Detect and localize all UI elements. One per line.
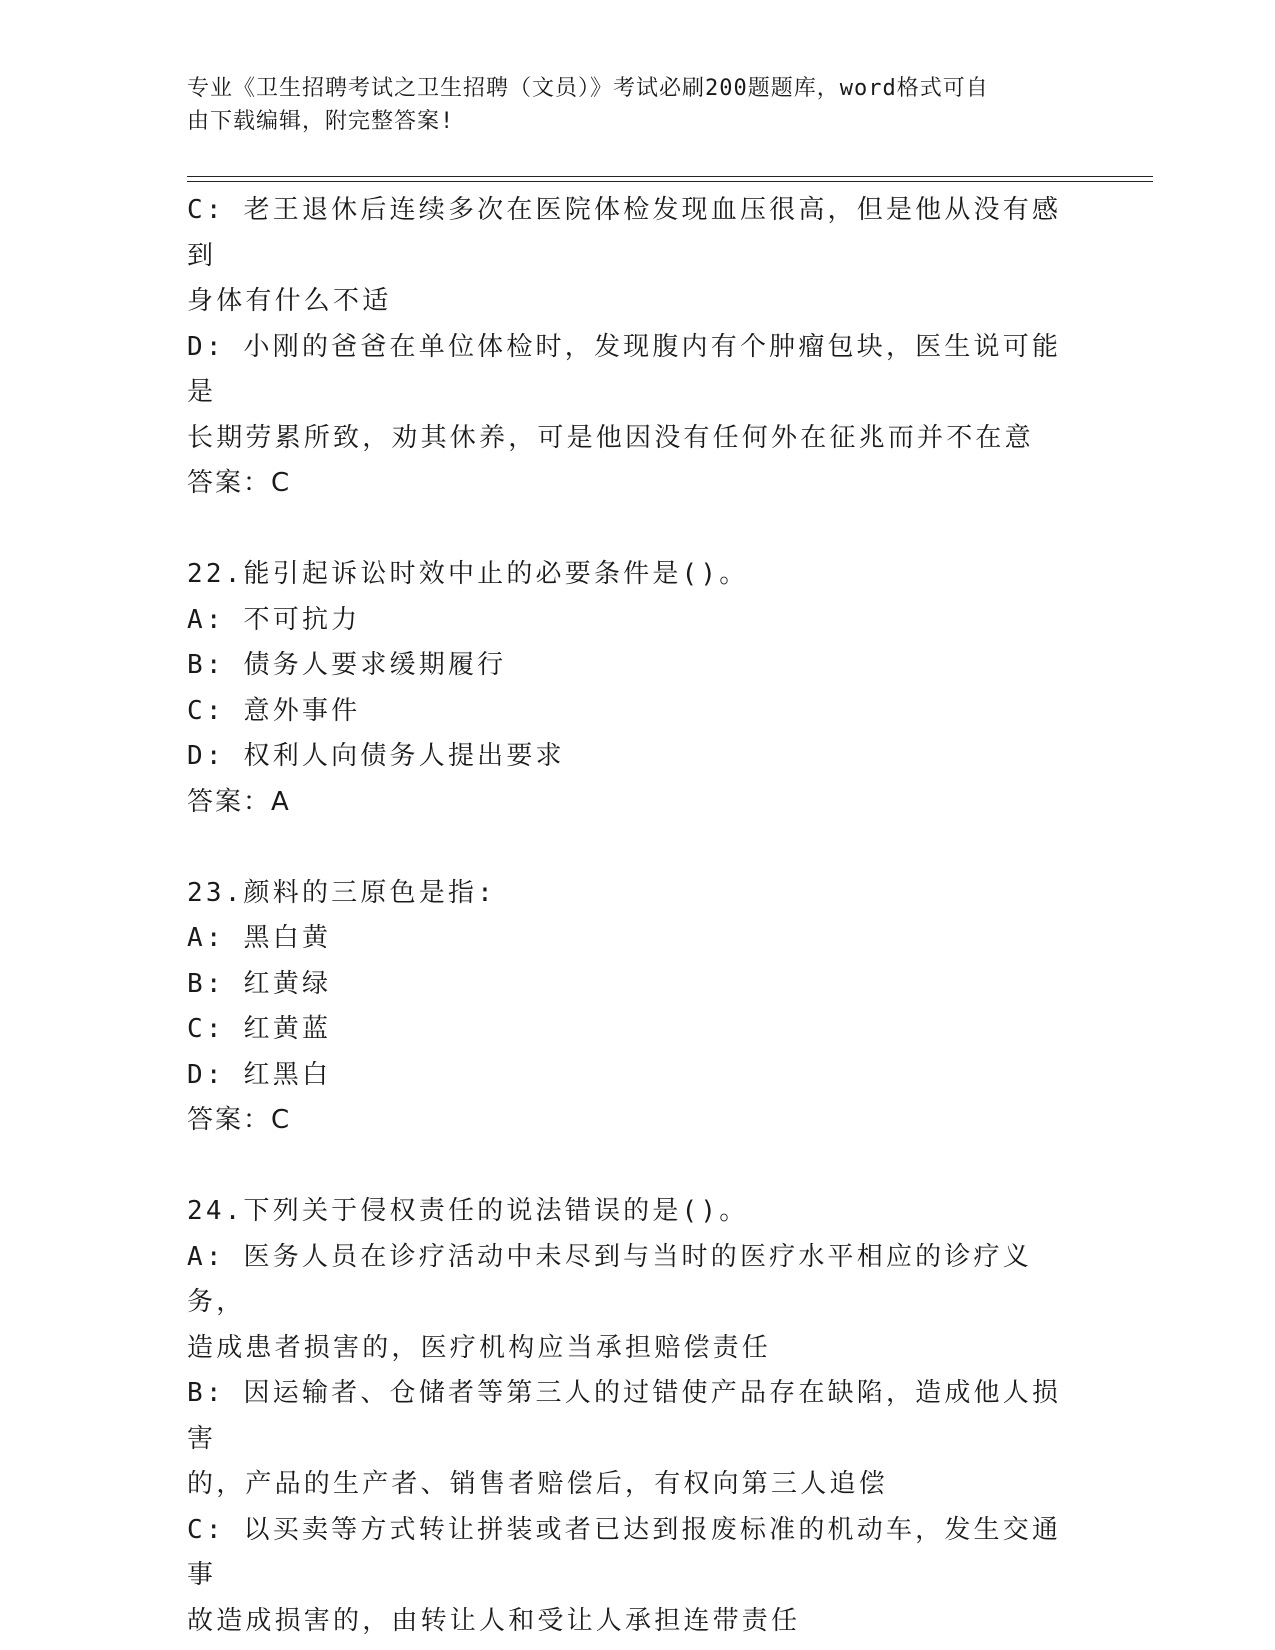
q23-answer: 答案：C [187,1105,292,1135]
q22-stem: 22.能引起诉讼时效中止的必要条件是()。 [187,559,749,589]
q22-option-d: D: 权利人向债务人提出要求 [187,741,565,771]
question-content [187,188,1087,1644]
q22-option-b: B: 债务人要求缓期履行 [187,650,507,680]
document-header [187,72,1067,138]
q23-stem: 23.颜料的三原色是指: [187,877,497,908]
q22-option-c: C: 意外事件 [187,695,361,726]
q24-option-a-line2: 造成患者损害的，医疗机构应当承担赔偿责任 [187,1332,772,1363]
q21-answer: 答案：C [187,468,292,498]
q24-option-c-line2: 故造成损害的，由转让人和受让人承担连带责任 [187,1605,801,1636]
q24-option-b-line2: 的，产品的生产者、销售者赔偿后，有权向第三人追偿 [187,1469,888,1499]
q21-option-d-line1: D: 小刚的爸爸在单位体检时，发现腹内有个肿瘤包块，医生说可能是 [187,331,1062,407]
q23-option-a: A: 黑白黄 [187,923,332,953]
q21-option-c-line1: C: 老王退休后连续多次在医院体检发现血压很高，但是他从没有感到 [187,195,1062,271]
header-rule-bottom [187,181,1153,182]
q23-option-d: D: 红黑白 [187,1059,332,1090]
q24-option-c-line1: C: 以买卖等方式转让拼装或者已达到报废标准的机动车，发生交通事 [187,1514,1062,1590]
header-line-2: 由下载编辑，附完整答案! [187,109,455,134]
header-rule-top [187,176,1153,177]
q23-option-b: B: 红黄绿 [187,968,332,999]
q24-stem: 24.下列关于侵权责任的说法错误的是()。 [187,1196,749,1226]
spacer [187,1144,1087,1190]
q22-option-a: A: 不可抗力 [187,604,361,635]
q21-option-d-line2: 长期劳累所致，劝其休养，可是他因没有任何外在征兆而并不在意 [187,422,1034,453]
q22-answer: 答案：A [187,786,291,817]
q21-option-c-line2: 身体有什么不适 [187,286,392,316]
q23-option-c: C: 红黄蓝 [187,1014,332,1044]
spacer [187,507,1087,553]
spacer [187,825,1087,871]
q24-option-b-line1: B: 因运输者、仓储者等第三人的过错使产品存在缺陷，造成他人损害 [187,1378,1062,1454]
header-line-1: 专业《卫生招聘考试之卫生招聘（文员）》考试必刷200题题库，word格式可自 [187,76,989,101]
q24-option-a-line1: A: 医务人员在诊疗活动中未尽到与当时的医疗水平相应的诊疗义务， [187,1241,1032,1317]
